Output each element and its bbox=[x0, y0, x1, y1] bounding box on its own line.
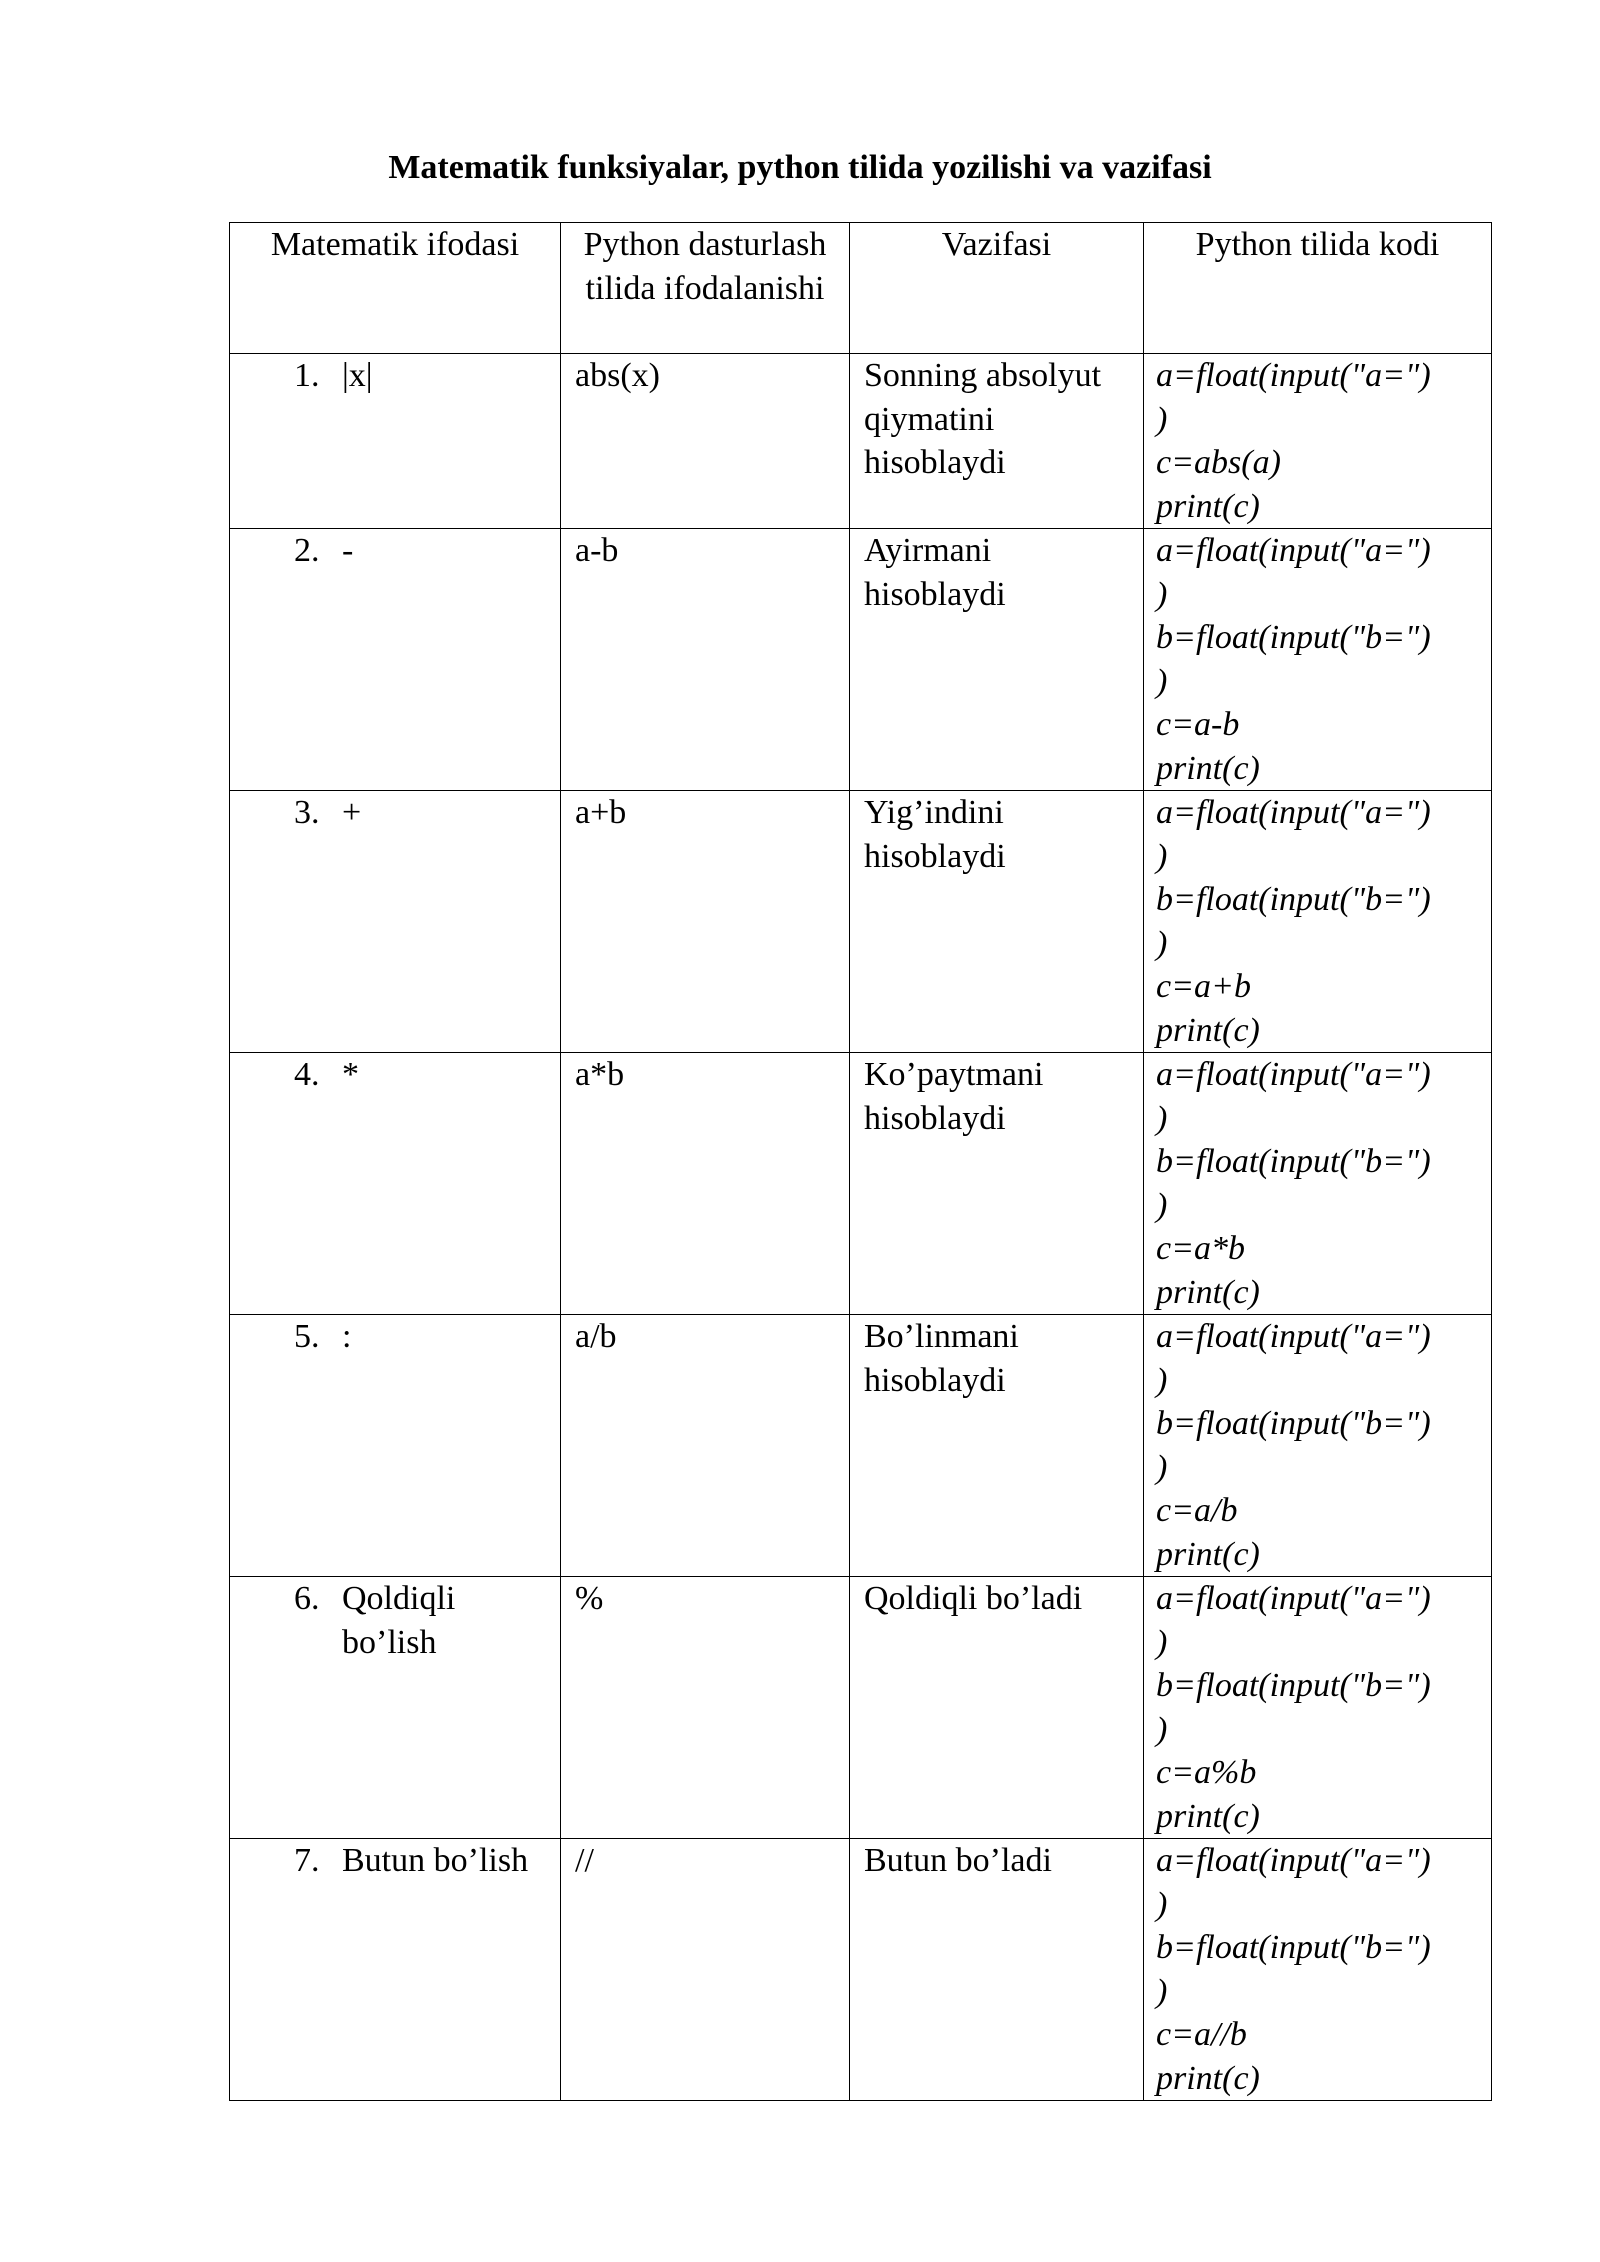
code-line: ) bbox=[1156, 1186, 1168, 1224]
math-expression-text: * bbox=[342, 1056, 359, 1093]
numbered-item bbox=[294, 529, 548, 573]
table-row bbox=[230, 791, 1492, 1053]
math-expression-text: Qoldiqli bo’lish bbox=[342, 1580, 456, 1661]
code-line: print(c) bbox=[1156, 1011, 1260, 1049]
math-expression-text: - bbox=[342, 532, 354, 569]
code-line: b=float(input("b=") bbox=[1156, 1405, 1431, 1442]
page-title: Matematik funksiyalar, python tilida yozilishi va vazifasi bbox=[388, 149, 1212, 186]
header-math-expression: Matematik ifodasi bbox=[230, 223, 561, 354]
code-line: c=a//b bbox=[1156, 2016, 1247, 2053]
item-number: 7. bbox=[294, 1842, 320, 1879]
table-row bbox=[230, 354, 1492, 529]
cell-math-expression bbox=[230, 1577, 561, 1839]
item-number: 4. bbox=[294, 1056, 320, 1093]
numbered-item bbox=[294, 1577, 548, 1664]
item-number: 2. bbox=[294, 532, 320, 569]
header-task: Vazifasi bbox=[850, 223, 1144, 354]
code-line: ) bbox=[1156, 1885, 1168, 1923]
numbered-item bbox=[294, 354, 548, 398]
cell-task: Yig’indini hisoblaydi bbox=[850, 791, 1144, 1053]
code-line: ) bbox=[1156, 1623, 1168, 1661]
math-expression-text: Butun bo’lish bbox=[342, 1842, 529, 1879]
code-line: print(c) bbox=[1156, 1273, 1260, 1311]
code-line: a=float(input("a=") bbox=[1156, 532, 1431, 569]
cell-task: Qoldiqli bo’ladi bbox=[850, 1577, 1144, 1839]
code-line: ) bbox=[1156, 1361, 1168, 1399]
code-line: print(c) bbox=[1156, 1797, 1260, 1835]
code-line: c=a*b bbox=[1156, 1230, 1246, 1267]
numbered-item bbox=[294, 1053, 548, 1097]
cell-task: Butun bo’ladi bbox=[850, 1839, 1144, 2101]
math-expression-text: + bbox=[342, 794, 362, 831]
cell-task: Bo’linmani hisoblaydi bbox=[850, 1315, 1144, 1577]
numbered-item bbox=[294, 1839, 548, 1883]
code-line: print(c) bbox=[1156, 749, 1260, 787]
code-line: c=a-b bbox=[1156, 706, 1240, 743]
code-line: a=float(input("a=") bbox=[1156, 1318, 1431, 1355]
cell-python-expression: a-b bbox=[561, 529, 850, 791]
code-line: a=float(input("a=") bbox=[1156, 1580, 1431, 1617]
math-expression-text: : bbox=[342, 1318, 352, 1355]
code-line: ) bbox=[1156, 1710, 1168, 1748]
code-line: c=abs(a) bbox=[1156, 444, 1281, 481]
numbered-item bbox=[294, 791, 548, 835]
cell-math-expression bbox=[230, 354, 561, 529]
item-number: 5. bbox=[294, 1318, 320, 1355]
math-expression-text: |x| bbox=[342, 357, 373, 394]
code-line: a=float(input("a=") bbox=[1156, 1842, 1431, 1879]
code-line: ) bbox=[1156, 924, 1168, 962]
cell-math-expression bbox=[230, 1315, 561, 1577]
table-body bbox=[230, 354, 1492, 2101]
code-line: a=float(input("a=") bbox=[1156, 1056, 1431, 1093]
cell-python-code bbox=[1144, 354, 1492, 529]
cell-task: Ko’paytmani hisoblaydi bbox=[850, 1053, 1144, 1315]
cell-python-code bbox=[1144, 1053, 1492, 1315]
code-line: c=a/b bbox=[1156, 1492, 1238, 1529]
code-line: ) bbox=[1156, 1972, 1168, 2010]
code-line: ) bbox=[1156, 1099, 1168, 1137]
code-line: b=float(input("b=") bbox=[1156, 1143, 1431, 1180]
code-line: print(c) bbox=[1156, 487, 1260, 525]
code-line: b=float(input("b=") bbox=[1156, 1667, 1431, 1704]
functions-table bbox=[229, 222, 1492, 2101]
header-python-expression: Python dasturlash tilida ifodalanishi bbox=[561, 223, 850, 354]
code-line: a=float(input("a=") bbox=[1156, 794, 1431, 831]
code-line: ) bbox=[1156, 400, 1168, 438]
code-line: ) bbox=[1156, 662, 1168, 700]
code-line: ) bbox=[1156, 575, 1168, 613]
cell-python-code bbox=[1144, 1839, 1492, 2101]
cell-python-expression: // bbox=[561, 1839, 850, 2101]
table-row bbox=[230, 1839, 1492, 2101]
numbered-item bbox=[294, 1315, 548, 1359]
code-line: c=a+b bbox=[1156, 968, 1251, 1005]
cell-math-expression bbox=[230, 1053, 561, 1315]
cell-python-expression: abs(x) bbox=[561, 354, 850, 529]
cell-math-expression bbox=[230, 1839, 561, 2101]
table-row bbox=[230, 1315, 1492, 1577]
cell-python-code bbox=[1144, 529, 1492, 791]
header-row bbox=[230, 223, 1492, 354]
cell-task: Sonning absolyut qiymatini hisoblaydi bbox=[850, 354, 1144, 529]
code-line: a=float(input("a=") bbox=[1156, 357, 1431, 394]
code-line: b=float(input("b=") bbox=[1156, 1929, 1431, 1966]
code-line: c=a%b bbox=[1156, 1754, 1257, 1791]
code-line: b=float(input("b=") bbox=[1156, 881, 1431, 918]
code-line: ) bbox=[1156, 837, 1168, 875]
cell-python-code bbox=[1144, 1577, 1492, 1839]
table-row bbox=[230, 1577, 1492, 1839]
cell-task: Ayirmani hisoblaydi bbox=[850, 529, 1144, 791]
table-header bbox=[230, 223, 1492, 354]
item-number: 1. bbox=[294, 357, 320, 394]
cell-python-expression: a+b bbox=[561, 791, 850, 1053]
cell-python-code bbox=[1144, 1315, 1492, 1577]
code-line: b=float(input("b=") bbox=[1156, 619, 1431, 656]
cell-python-code bbox=[1144, 791, 1492, 1053]
cell-math-expression bbox=[230, 529, 561, 791]
table-row bbox=[230, 529, 1492, 791]
item-number: 6. bbox=[294, 1580, 320, 1617]
cell-math-expression bbox=[230, 791, 561, 1053]
code-line: print(c) bbox=[1156, 2059, 1260, 2097]
item-number: 3. bbox=[294, 794, 320, 831]
code-line: print(c) bbox=[1156, 1535, 1260, 1573]
cell-python-expression: a*b bbox=[561, 1053, 850, 1315]
cell-python-expression: % bbox=[561, 1577, 850, 1839]
header-python-code: Python tilida kodi bbox=[1144, 223, 1492, 354]
cell-python-expression: a/b bbox=[561, 1315, 850, 1577]
table-row bbox=[230, 1053, 1492, 1315]
code-line: ) bbox=[1156, 1448, 1168, 1486]
